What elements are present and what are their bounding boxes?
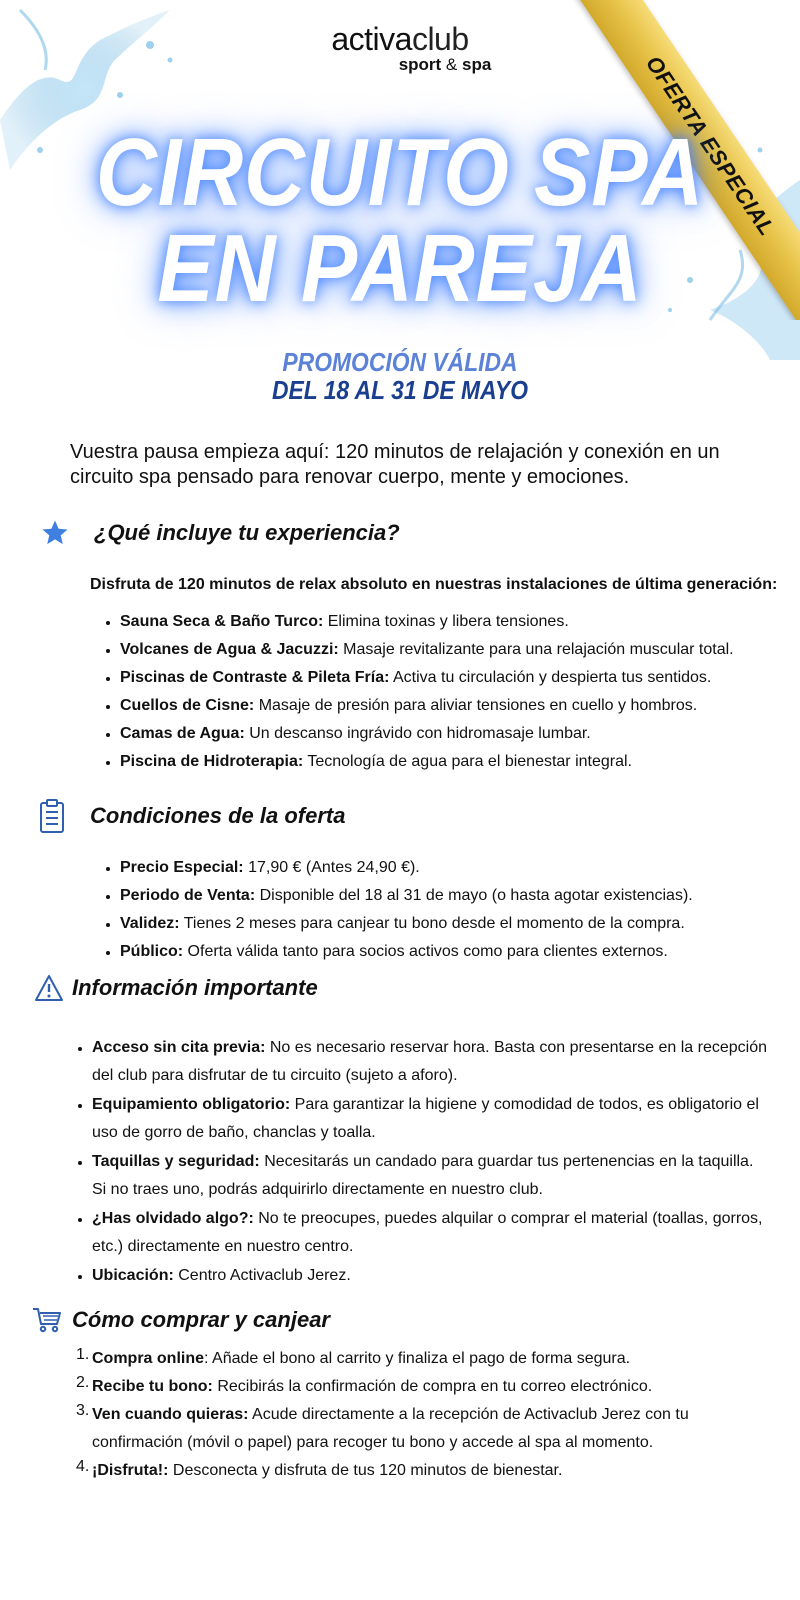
step-number: 1. [76,1346,90,1363]
conditions-item-label: Público: [120,943,184,960]
hero-title [0,119,800,322]
step-number: 2. [76,1374,90,1391]
hero-title-line-2: EN PAREJA [157,215,643,322]
cart-icon [32,1306,62,1334]
section-info-title: Información importante [72,975,318,1000]
brand-logo [0,22,800,74]
info-list-item [92,1091,772,1147]
howto-item-text: Desconecta y disfruta de tus 120 minutos de bienestar. [168,1462,563,1479]
promo-validity [0,348,800,404]
hero-title-line-1: CIRCUITO SPA [95,119,705,226]
logo-subtitle [90,56,800,74]
logo-wordmark [0,22,800,56]
info-item-label: ¿Has olvidado algo?: [92,1210,254,1227]
howto-list-item [76,1373,772,1401]
includes-item-text: Elimina toxinas y libera tensiones. [323,613,569,630]
warning-icon [34,974,64,1002]
includes-list-item [120,664,780,692]
section-howto-header [32,1306,330,1334]
promo-line-1: PROMOCIÓN VÁLIDA [282,347,518,377]
conditions-item-text: Disponible del 18 al 31 de mayo (o hasta agotar existencias). [255,887,693,904]
howto-item-text: : Añade el bono al carrito y finaliza el pago de forma segura. [204,1350,631,1367]
howto-item-label: Ven cuando quieras: [92,1406,249,1423]
howto-item-label: Recibe tu bono: [92,1378,213,1395]
includes-item-text: Masaje de presión para aliviar tensiones en cuello y hombros. [254,697,698,714]
section-includes-title: ¿Qué incluye tu experiencia? [94,520,400,545]
section-howto-title: Cómo comprar y canjear [72,1307,330,1332]
section-conditions-title: Condiciones de la oferta [90,803,346,828]
star-icon [40,518,70,548]
info-item-label: Taquillas y seguridad: [92,1153,260,1170]
howto-item-text: Recibirás la confirmación de compra en tu correo electrónico. [212,1378,653,1395]
howto-list-item [76,1457,772,1485]
conditions-item-label: Periodo de Venta: [120,887,256,904]
includes-list [120,608,780,776]
conditions-item-label: Validez: [120,915,180,932]
section-info-header [34,974,318,1002]
includes-list-item [120,720,780,748]
conditions-list-item [120,938,780,966]
promo-line-2: DEL 18 AL 31 DE MAYO [272,375,528,405]
info-item-label: Equipamiento obligatorio: [92,1096,291,1113]
section-includes-lead: Disfruta de 120 minutos de relax absoluto en nuestras instalaciones de última generación: [90,576,778,593]
conditions-item-text: Tienes 2 meses para canjear tu bono desde el momento de la compra. [179,915,685,932]
includes-item-label: Cuellos de Cisne: [120,697,255,714]
info-list [92,1034,772,1291]
includes-list-item [120,692,780,720]
includes-item-text: Activa tu circulación y despierta tus sentidos. [389,669,712,686]
info-item-text: Centro Activaclub Jerez. [173,1267,351,1284]
includes-item-text: Tecnología de agua para el bienestar integral. [303,753,632,770]
includes-item-text: Un descanso ingrávido con hidromasaje lumbar. [244,725,591,742]
includes-item-label: Piscinas de Contraste & Pileta Fría: [120,669,390,686]
conditions-list-item [120,882,780,910]
howto-item-label: ¡Disfruta!: [92,1462,169,1479]
info-list-item [92,1034,772,1090]
conditions-list-item [120,910,780,938]
info-item-text: No te preocupes, puedes alquilar o comprar el material (toallas, gorros, etc.) directamente en nuestro centro. [92,1210,763,1255]
section-conditions-header [38,798,346,834]
offer-ribbon-text: OFERTA ESPECIAL [640,51,780,241]
clipboard-icon [38,798,66,834]
info-item-label: Acceso sin cita previa: [92,1039,266,1056]
logo-sub-spa: spa [462,55,492,74]
info-item-text: Para garantizar la higiene y comodidad de todos, es obligatorio el uso de gorro de baño, chanclas y toalla. [92,1096,759,1141]
includes-item-label: Sauna Seca & Baño Turco: [120,613,324,630]
conditions-item-text: Oferta válida tanto para socios activos como para clientes externos. [183,943,668,960]
howto-list-item [76,1345,772,1373]
includes-list-item [120,608,780,636]
conditions-list-item [120,854,780,882]
howto-list-item [76,1401,772,1457]
conditions-list [120,854,780,966]
info-list-item [92,1205,772,1261]
conditions-item-label: Precio Especial: [120,859,244,876]
section-includes-header [40,518,400,548]
logo-word-club: club [411,21,469,57]
howto-item-label: Compra online [92,1350,205,1367]
logo-word-activa: activa [331,21,412,57]
step-number: 3. [76,1402,90,1419]
logo-sub-sport: sport [398,55,442,74]
info-item-text: No es necesario reservar hora. Basta con presentarse en la recepción del club para disfrutar de tu circuito (sujeto a aforo). [92,1039,768,1084]
info-item-label: Ubicación: [92,1267,174,1284]
howto-list [76,1345,772,1485]
includes-item-text: Masaje revitalizante para una relajación muscular total. [338,641,734,658]
includes-item-label: Piscina de Hidroterapia: [120,753,304,770]
includes-list-item [120,636,780,664]
step-number: 4. [76,1458,90,1475]
conditions-item-text: 17,90 € (Antes 24,90 €). [243,859,420,876]
howto-item-text: Acude directamente a la recepción de Activaclub Jerez con tu confirmación (móvil o papel) para recoger tu bono y accede al spa al momento. [92,1406,689,1451]
includes-item-label: Camas de Agua: [120,725,245,742]
info-list-item [92,1262,772,1290]
intro-paragraph: Vuestra pausa empieza aquí: 120 minutos de relajación y conexión en un circuito spa pensado para renovar cuerpo, mente y emociones. [70,441,720,488]
logo-sub-amp: & [445,55,458,74]
includes-item-label: Volcanes de Agua & Jacuzzi: [120,641,339,658]
includes-list-item [120,748,780,776]
info-list-item [92,1148,772,1204]
info-item-text: Necesitarás un candado para guardar tus pertenencias en la taquilla. Si no traes uno, podrás adquirirlo directamente en nuestro club. [92,1153,754,1198]
